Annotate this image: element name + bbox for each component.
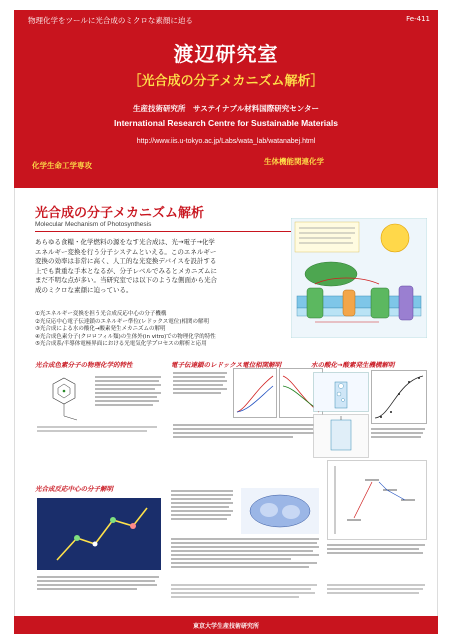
footer-text: 東京大学生産技術研究所 (192, 623, 259, 630)
pigment-caption (95, 376, 163, 408)
intro-line: エネルギー変換を行う分子システムといえる。このエネルギー (35, 247, 217, 256)
intro-line: 上でも貴重な手本となるが、分子レベルでみるとメカニズムに (35, 266, 217, 275)
reaction-center-caption (37, 576, 161, 592)
lab-title: 渡辺研究室 (173, 42, 279, 66)
redox-text (173, 372, 229, 396)
header-band (14, 10, 438, 188)
reaction-center-structure (37, 498, 161, 570)
main-title-en: Molecular Mechanism of Photosynthesis (35, 221, 152, 228)
rc-body-text (171, 538, 321, 570)
lab-url[interactable]: http://www.iis.u-tokyo.ac.jp/Labs/wata_lab/watanabej.html (136, 138, 316, 145)
section-title: 光合成反応中心の分子解明 (35, 485, 113, 493)
intro-line: あらゆる食糧・化学燃料の源をなす光合成は、光→電子→化学 (35, 238, 215, 246)
section-water (311, 360, 431, 369)
topic-item: ①光エネルギー変換を担う光合成反応中心の分子機構 (35, 311, 167, 317)
water-plot (371, 370, 427, 424)
institute-en: International Research Centre for Sustainable Materials (114, 118, 338, 128)
intro-line: まだ不明な点が多い。当研究室では以下のような側面から光合 (35, 276, 217, 284)
water-schematic (313, 372, 369, 412)
protein-complex-figure (241, 488, 319, 534)
redox-plot-1 (233, 368, 277, 418)
lab-subtitle: ［光合成の分子メカニズム解析］ (128, 74, 324, 89)
main-title: 光合成の分子メカニズム解析 (35, 206, 205, 221)
redox-caption (173, 424, 323, 440)
energy-references (327, 584, 427, 596)
research-field: 生体機能関連化学 (264, 157, 324, 166)
intro-line: 変換の効率は非常に高く、人工的な光変換デバイスを設計する (35, 257, 217, 265)
poster-code: Fe-411 (406, 15, 430, 23)
topic-item: ②光反応中心電子伝達鎖のエネルギー準位(レドックス電位)相関の解明 (35, 318, 209, 325)
rc-references (171, 584, 321, 600)
section-reaction-center (35, 484, 175, 493)
pigment-references (37, 426, 161, 434)
chloroplast-icon (305, 262, 357, 286)
chlorophyll-structure-figure (37, 372, 91, 422)
institute-jp: 生産技術研究所 サステイナブル材料国際研究センター (133, 104, 319, 113)
water-caption (371, 428, 427, 440)
diagram-note (295, 222, 359, 252)
section-pigment (35, 360, 163, 369)
topic-item: ③光合成による水の酸化→酸素発生メカニズムの解明 (35, 326, 166, 333)
sun-icon (381, 224, 409, 252)
rc-table (171, 490, 235, 522)
section-title: 水の酸化→酸素発生機構解明 (311, 361, 395, 369)
footer-band (14, 616, 438, 634)
atp-synthase-icon (399, 286, 413, 320)
cytochrome-icon (343, 290, 355, 316)
photosystem-ii-icon (307, 288, 323, 318)
tagline: 物理化学をツールに光合成のミクロな素顔に迫る (28, 16, 193, 25)
energy-level-diagram (327, 460, 427, 540)
department: 化学生命工学専攻 (32, 161, 92, 170)
section-title: 電子伝達鎖のレドックス電位相関解明 (171, 361, 282, 369)
photosynthesis-diagram (291, 218, 427, 338)
topic-item: ⑤光合成系/半導体電極界面における光電気化学プロセスの解析と応用 (35, 341, 207, 348)
energy-caption (327, 544, 427, 556)
water-apparatus (313, 414, 369, 458)
topic-list (35, 311, 290, 349)
topic-item: ④光合成色素分子(クロロフィル類)の生体外(in vitro)での物理化学的特性 (35, 333, 216, 340)
intro-text (35, 238, 290, 295)
main-panel (14, 188, 438, 616)
intro-line: 成のミクロな素顔に迫っている。 (35, 285, 133, 294)
photosystem-i-icon (371, 288, 389, 318)
section-title: 光合成色素分子の物理化学的特性 (35, 361, 133, 369)
